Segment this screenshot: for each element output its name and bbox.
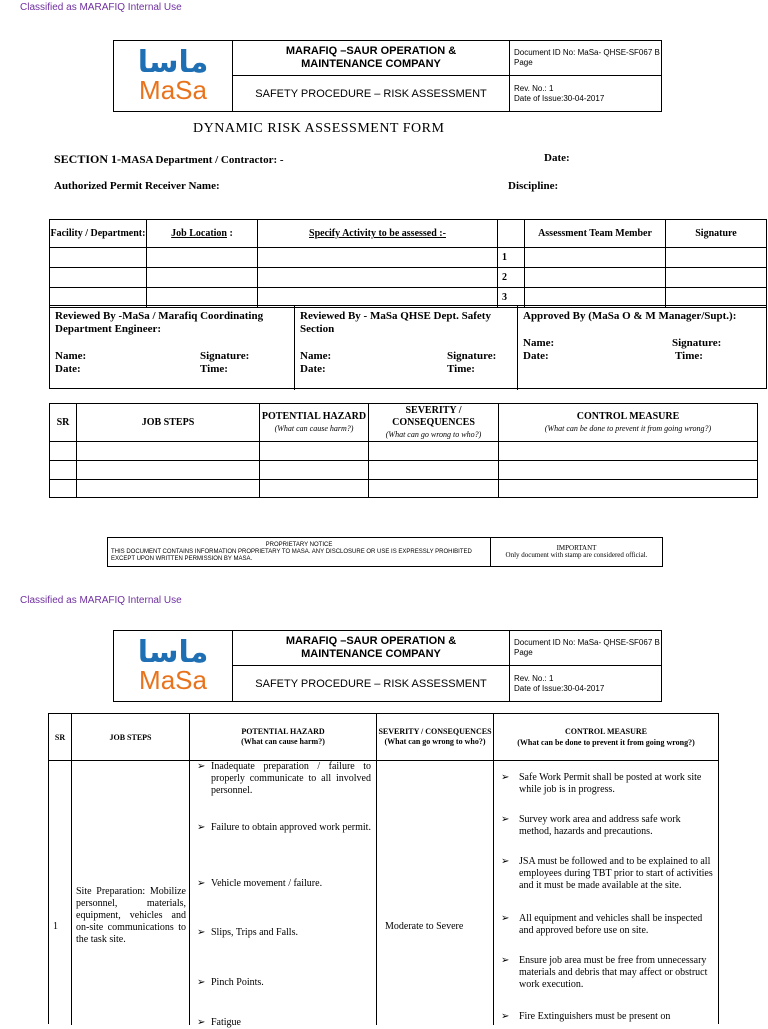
hazard-header: POTENTIAL HAZARD (What can cause harm?) [260,404,369,442]
job-location-header: Job Location : [147,220,258,248]
classification-label: Classified as MARAFIQ Internal Use [20,2,182,13]
table-row [50,461,758,480]
date-label: Date: [544,152,570,164]
job-steps-header: JOB STEPS [77,404,260,442]
job-step-cell: Site Preparation: Mobilize personnel, materials, equipment, vehicles and on-site communications to the task site. [76,886,186,945]
job-steps-header: JOB STEPS [109,732,152,742]
sr-cell: 1 [53,921,58,932]
reviewer-engineer-title: Reviewed By -MaSa / Marafiq Coordinating Department Engineer: [55,310,264,335]
document-id: Document ID No: MaSa- QHSE-SF067 B Page [510,41,662,76]
list-item: ➢ Pinch Points. [197,977,371,989]
proprietary-notice: PROPRIETARY NOTICE THIS DOCUMENT CONTAINS INFORMATION PROPRIETARY TO MASA. ANY DISCLOSURE OR USE IS EXPRESSLY PROHIBITED EXCEPT UPON WRITTEN PERMISSION BY MASA. IMPORTANT Only document with stamp are considered official. [107,537,663,567]
document-header-1 [113,40,662,112]
company-name: MARAFIQ –SAUR OPERATION & MAINTENANCE COMPANY [233,41,510,76]
list-item: ➢ Fire Extinguishers must be present on [501,1011,713,1023]
facility-header: Facility / Department: [50,220,147,248]
severity-header: SEVERITY / CONSEQUENCES (What can go wrong to who?) [378,727,492,746]
document-id: Document ID No: MaSa- QHSE-SF067 B Page [510,631,662,666]
activity-header: Specify Activity to be assessed :- [258,220,498,248]
control-header: CONTROL MEASURE (What can be done to prevent it from going wrong?) [499,404,758,442]
review-section: Reviewed By -MaSa / Marafiq Coordinating Department Engineer: Name: Date: Signature: Time: Reviewed By - MaSa QHSE Dept. Safety Section Name: Date: Signature: Time: Approved By (MaSa O & M Manager/Supt.): Name: Date: Signature: Time: [49,305,767,389]
severity-cell: Moderate to Severe [385,921,464,932]
section-label: SECTION 1-MASA Department / Contractor: - [54,152,284,166]
list-item: ➢ JSA must be followed and to be explained to all employees during TBT prior to start of activities and it must be made available at the site. [501,856,713,892]
procedure-title: SAFETY PROCEDURE – RISK ASSESSMENT [233,666,510,702]
severity-header: SEVERITY / CONSEQUENCES (What can go wrong to who?) [369,404,499,442]
table-row: 3 [50,288,767,308]
list-item: ➢ Survey work area and address safe work method, hazards and precautions. [501,814,713,838]
table-row: 2 [50,268,767,288]
procedure-title: SAFETY PROCEDURE – RISK ASSESSMENT [233,76,510,112]
list-item: ➢ All equipment and vehicles shall be inspected and approved before use on site. [501,913,713,937]
table-row [50,442,758,461]
table-row [50,480,758,498]
company-name: MARAFIQ –SAUR OPERATION & MAINTENANCE COMPANY [233,631,510,666]
sr-header: SR [54,732,66,742]
list-item: ➢ Vehicle movement / failure. [197,878,371,890]
assessment-table [49,219,767,308]
revision-info: Rev. No.: 1 Date of Issue:30-04-2017 [510,666,662,702]
important-notice: IMPORTANT Only document with stamp are considered official. [491,538,663,567]
masa-logo: ماسا MaSa [114,631,233,702]
reviewer-qhse-title: Reviewed By - MaSa QHSE Dept. Safety Section [300,310,491,335]
approver-title: Approved By (MaSa O & M Manager/Supt.): [523,310,737,322]
form-title: DYNAMIC RISK ASSESSMENT FORM [193,121,445,136]
logo-text: MaSa [139,75,207,105]
risk-assessment-table [48,713,719,1028]
list-item: ➢ Inadequate preparation / failure to properly communicate to all involved personnel. [197,761,371,797]
document-header-2 [113,630,662,702]
job-steps-table [49,403,758,498]
list-item: ➢ Slips, Trips and Falls. [197,927,371,939]
sr-header: SR [50,404,77,442]
table-row: 1 [50,248,767,268]
revision-info: Rev. No.: 1 Date of Issue:30-04-2017 [510,76,662,112]
list-item: ➢ Failure to obtain approved work permit. [197,822,371,834]
hazard-header: POTENTIAL HAZARD (What can cause harm?) [241,727,325,746]
logo-arabic: ماسا [137,45,209,80]
list-item: ➢ Safe Work Permit shall be posted at work site while job is in progress. [501,772,713,796]
signature-header: Signature [666,220,767,248]
control-header: CONTROL MEASURE (What can be done to prevent it from going wrong?) [517,727,695,747]
list-item: ➢ Ensure job area must be free from unnecessary materials and debris that may affect or obstruct work execution. [501,955,713,991]
discipline-label: Discipline: [508,180,559,192]
classification-label-2: Classified as MARAFIQ Internal Use [20,595,182,606]
list-item: ➢ Fatigue [197,1017,371,1029]
team-member-header: Assessment Team Member [525,220,666,248]
masa-logo [114,41,233,112]
permit-receiver-label: Authorized Permit Receiver Name: [54,180,220,192]
